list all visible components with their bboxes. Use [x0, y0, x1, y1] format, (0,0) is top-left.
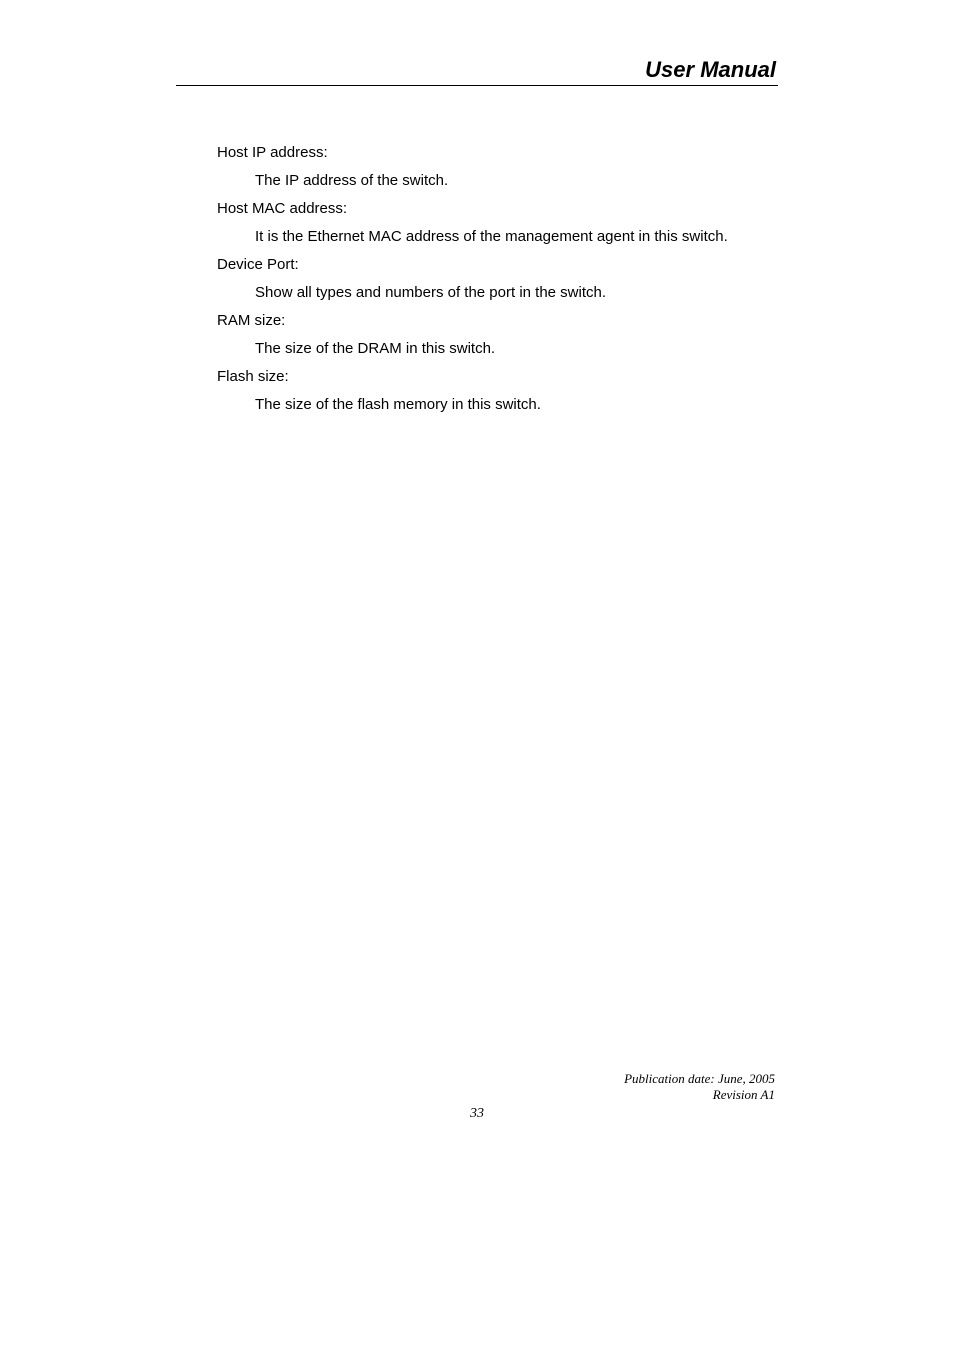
revision-label: Revision A1	[712, 1087, 775, 1102]
page-number: 33	[470, 1106, 484, 1121]
definition-description: The IP address of the switch.	[255, 172, 449, 189]
definition-term: Device Port:	[217, 256, 299, 273]
definition-term: Host IP address:	[217, 144, 328, 161]
definition-term: Flash size:	[217, 368, 289, 385]
definition-list	[217, 139, 797, 419]
definition-description: It is the Ethernet MAC address of the management agent in this switch.	[255, 228, 728, 245]
definition-description: The size of the DRAM in this switch.	[255, 340, 496, 357]
page-header-title: User Manual	[645, 57, 776, 82]
definition-term: RAM size:	[217, 312, 286, 329]
definition-description: The size of the flash memory in this switch.	[255, 396, 541, 413]
definition-term: Host MAC address:	[217, 200, 348, 217]
publication-info	[624, 1071, 775, 1103]
header-divider	[176, 85, 778, 86]
definition-description: Show all types and numbers of the port in the switch.	[255, 284, 607, 301]
publication-date: Publication date: June, 2005	[624, 1071, 775, 1086]
